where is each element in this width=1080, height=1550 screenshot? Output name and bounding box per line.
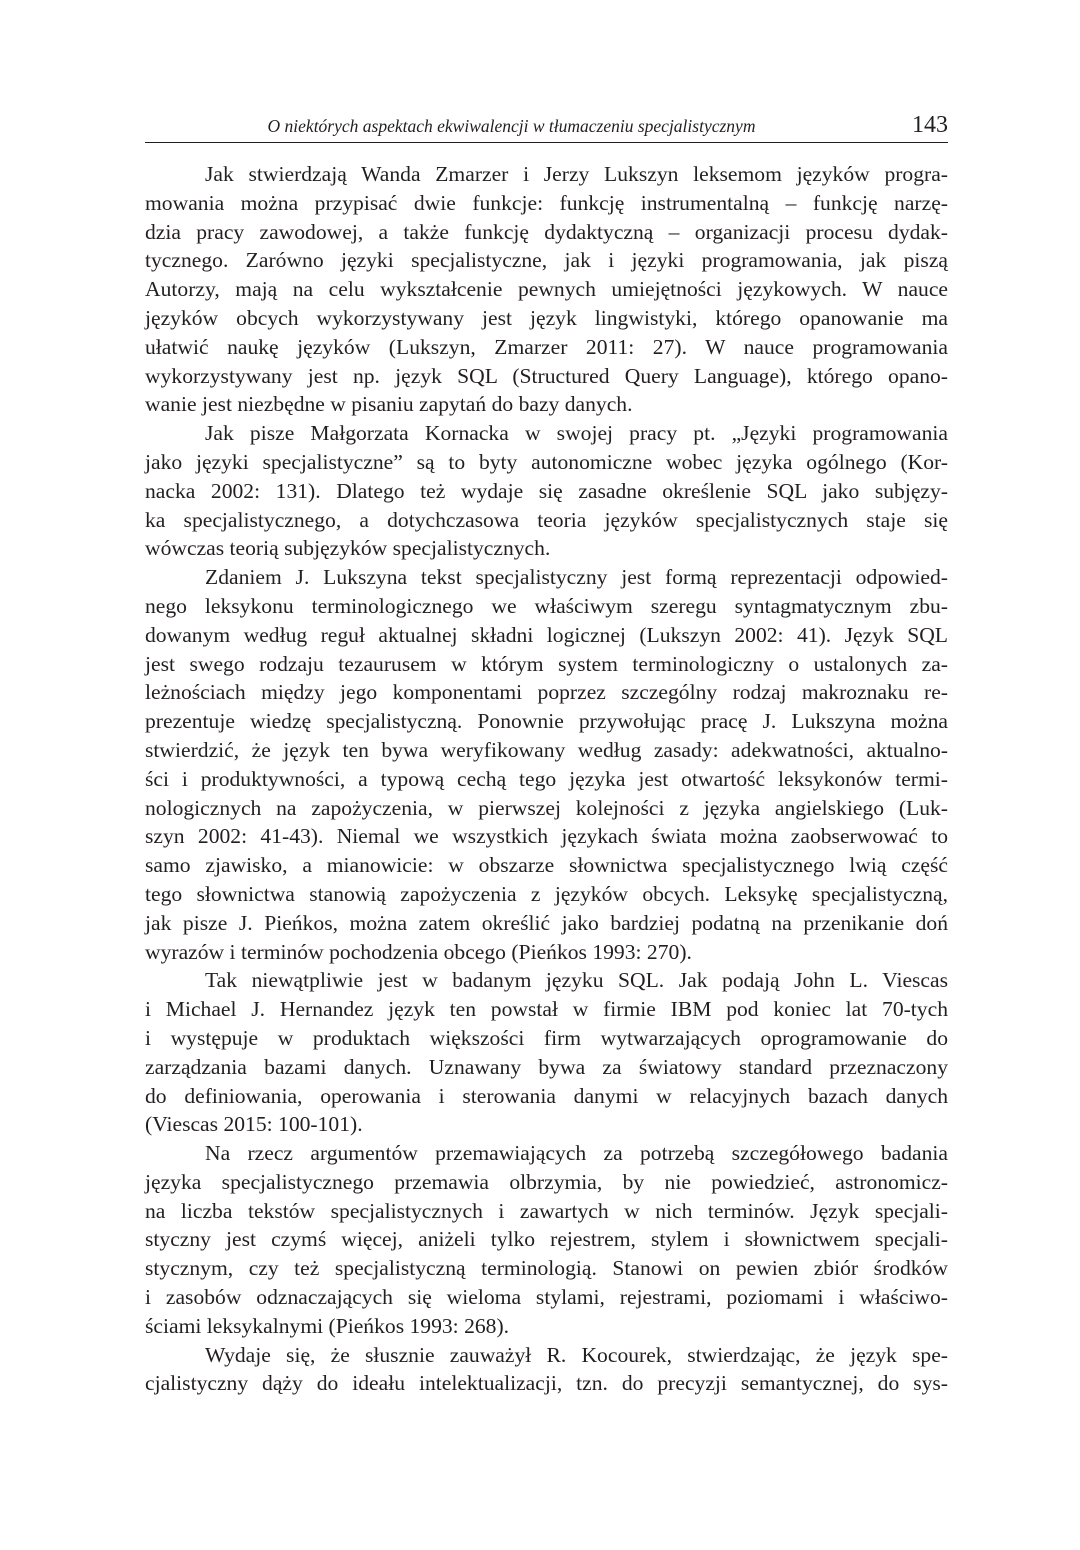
text-line: Jak stwierdzają Wanda Zmarzer i Jerzy Lukszyn leksemom języków progra-	[205, 162, 948, 186]
text-line: Tak niewątpliwie jest w badanym języku SQL. Jak podają John L. Viescas	[205, 968, 948, 993]
text-line: Autorzy, mają na celu wykształcenie pewnych umiejętności językowych. W nauce	[145, 277, 948, 302]
text-line: Zdaniem J. Lukszyna tekst specjalistyczny jest formą reprezentacji odpowied-	[205, 565, 948, 590]
text-line: nologicznych na zapożyczenia, w pierwszej kolejności z języka angielskiego (Luk-	[145, 795, 948, 820]
text-line: i występuje w produktach większości firm wytwarzających oprogramowanie do	[145, 1025, 948, 1050]
text-line: stwierdzić, że język ten bywa weryfikowany według zasady: adekwatności, aktualno-	[145, 737, 948, 762]
text-line: Jak pisze Małgorzata Kornacka w swojej pracy pt. „Języki programowania	[205, 421, 948, 446]
text-line: styczny jest czymś więcej, aniżeli tylko rejestrem, stylem i słownictwem specjali-	[145, 1227, 948, 1252]
text-line: tego słownictwa stanowią zapożyczenia z języków obcych. Leksykę specjalistyczną,	[145, 881, 948, 906]
text-line: szyn 2002: 41-43). Niemal we wszystkich językach świata można zaobserwować to	[145, 824, 948, 849]
paragraph	[145, 1139, 948, 1341]
text-line: języków obcych wykorzystywany jest język lingwistyki, którego opanowanie ma	[145, 305, 948, 330]
paragraph	[145, 563, 948, 966]
text-line: wyrazów i terminów pochodzenia obcego (Pieńkos 1993: 270).	[145, 939, 692, 964]
text-line: prezentuje wiedzę specjalistyczną. Ponownie przywołując pracę J. Lukszyna można	[145, 709, 948, 734]
text-line: ści i produktywności, a typową cechą tego języka jest otwartość leksykonów termi-	[145, 766, 948, 791]
text-line: nego leksykonu terminologicznego we właściwym szeregu syntagmatycznym zbu-	[145, 593, 948, 618]
text-line: wówczas teorią subjęzyków specjalistycznych.	[145, 536, 551, 561]
text-line: (Viescas 2015: 100-101).	[145, 1112, 363, 1137]
text-line: ściami leksykalnymi (Pieńkos 1993: 268).	[145, 1313, 510, 1338]
running-header	[145, 112, 948, 143]
text-line: Na rzecz argumentów przemawiających za potrzebą szczegółowego badania	[205, 1141, 948, 1166]
text-line: wykorzystywany jest np. język SQL (Structured Query Language), którego opano-	[145, 363, 948, 388]
text-line: dzia pracy zawodowej, a także funkcję dydaktyczną – organizacji procesu dydak-	[145, 219, 948, 244]
text-line: do definiowania, operowania i sterowania danymi w relacyjnych bazach danych	[145, 1083, 948, 1108]
paragraph	[145, 160, 948, 419]
text-line: jak pisze J. Pieńkos, można zatem określić jako bardziej podatną na przenikanie doń	[145, 910, 948, 935]
text-line: cjalistyczny dąży do ideału intelektualizacji, tzn. do precyzji semantycznej, do sys-	[145, 1371, 948, 1396]
paragraph	[145, 419, 948, 563]
text-line: wanie jest niezbędne w pisaniu zapytań do bazy danych.	[145, 392, 633, 417]
text-line: mowania można przypisać dwie funkcje: funkcję instrumentalną – funkcję narzę-	[145, 190, 948, 215]
text-line: jest swego rodzaju tezaurusem w którym system terminologiczny o ustalonych za-	[145, 651, 948, 676]
text-line: tycznego. Zarówno języki specjalistyczne, jak i języki programowania, jak piszą	[145, 248, 948, 273]
text-line: na liczba tekstów specjalistycznych i zawartych w nich terminów. Język specjali-	[145, 1198, 948, 1223]
text-line: Wydaje się, że słusznie zauważył R. Kocourek, stwierdzając, że język spe-	[205, 1342, 948, 1367]
paragraph	[145, 966, 948, 1139]
text-line: i Michael J. Hernandez język ten powstał w firmie IBM pod koniec lat 70-tych	[145, 997, 948, 1022]
text-line: i zasobów odznaczających się wieloma stylami, rejestrami, poziomami i właściwo-	[145, 1285, 948, 1310]
body-text	[145, 160, 948, 1398]
text-line: ka specjalistycznego, a dotychczasowa teoria języków specjalistycznych staje się	[145, 507, 948, 532]
text-line: nacka 2002: 131). Dlatego też wydaje się zasadne określenie SQL jako subjęzy-	[145, 478, 948, 503]
text-line: zarządzania bazami danych. Uznawany bywa za światowy standard przeznaczony	[145, 1054, 948, 1079]
page-number: 143	[912, 112, 948, 138]
paragraph	[145, 1341, 948, 1399]
text-line: stycznym, czy też specjalistyczną terminologią. Stanowi on pewien zbiór środków	[145, 1256, 948, 1281]
text-line: leżnościach między jego komponentami poprzez szczególny rodzaj makroznaku re-	[145, 680, 948, 705]
text-line: języka specjalistycznego przemawia olbrzymia, by nie powiedzieć, astronomicz-	[145, 1169, 948, 1194]
text-line: ułatwić naukę języków (Lukszyn, Zmarzer 2011: 27). W nauce programowania	[145, 334, 948, 359]
running-title: O niektórych aspektach ekwiwalencji w tłumaczeniu specjalistycznym	[267, 116, 756, 136]
text-line: jako języki specjalistyczne” są to byty autonomiczne wobec języka ogólnego (Kor-	[145, 449, 948, 474]
text-line: dowanym według reguł aktualnej składni logicznej (Lukszyn 2002: 41). Język SQL	[145, 622, 948, 647]
text-line: samo zjawisko, a mianowicie: w obszarze słownictwa specjalistycznego lwią część	[145, 853, 948, 878]
